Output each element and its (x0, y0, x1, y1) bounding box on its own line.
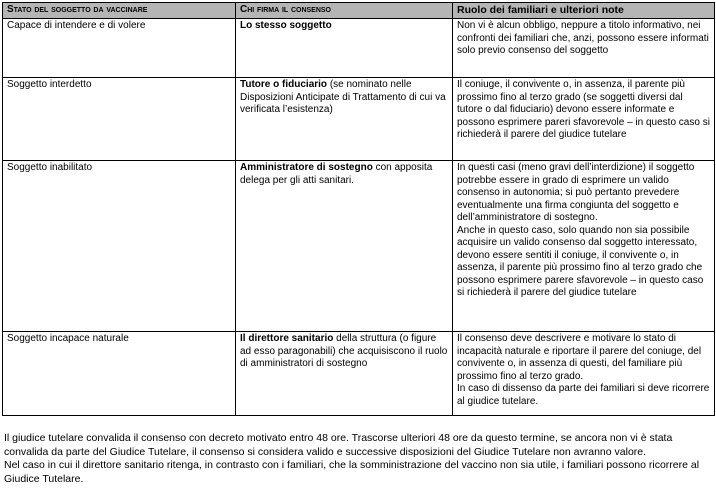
table-header-row (3, 3, 715, 19)
header-stato: Stato del soggetto da vaccinare (3, 3, 236, 19)
consent-table (2, 2, 715, 416)
table-row (3, 19, 715, 78)
cell-ruolo (453, 161, 715, 332)
firma-bold: Il direttore sanitario (240, 333, 334, 344)
footnote-paragraph: Il giudice tutelare convalida il consenso con decreto motivato entro 48 ore. Trascorse ulteriori 48 ore da questo termine, se ancora non vi è stata convalida da parte del Giudice Tutelare, il consenso si considera valido e successive disposizioni del Giudice Tutelare non avranno valore. (4, 432, 673, 458)
footnote-paragraph: Nel caso in cui il direttore sanitario ritenga, in contrasto con i familiari, che la somministrazione del vaccino non sia utile, i familiari possono ricorrere al Giudice Tutelare. (4, 459, 700, 485)
firma-bold: Amministratore di sostegno (240, 162, 373, 173)
cell-stato: Capace di intendere e di volere (3, 19, 236, 78)
cell-chi-firma (236, 78, 453, 161)
firma-text: (se nominato nelle Disposizioni Anticipate di Trattamento di cui va verificata l’esistenza) (240, 79, 446, 115)
table-row (3, 78, 715, 161)
firma-bold: Lo stesso soggetto (240, 20, 332, 31)
header-chi-firma: Chi firma il consenso (236, 3, 453, 19)
table-row (3, 332, 715, 416)
ruolo-paragraph: In caso di dissenso da parte dei familiari si deve ricorrere al giudice tutelare. (457, 383, 710, 407)
footnote (4, 432, 714, 486)
cell-chi-firma (236, 161, 453, 332)
cell-ruolo: Non vi è alcun obbligo, neppure a titolo informativo, nei confronti dei familiari che, anzi, possono essere informati solo previo consenso del soggetto (453, 19, 715, 78)
cell-chi-firma (236, 332, 453, 416)
table-row (3, 161, 715, 332)
header-ruolo: Ruolo dei familiari e ulteriori note (453, 3, 715, 19)
firma-text: della struttura (o figure ad esso paragonabili) che acquisiscono il ruolo di amministratori di sostegno (240, 333, 448, 369)
cell-chi-firma (236, 19, 453, 78)
cell-stato: Soggetto incapace naturale (3, 332, 236, 416)
cell-stato: Soggetto interdetto (3, 78, 236, 161)
cell-stato: Soggetto inabilitato (3, 161, 236, 332)
ruolo-paragraph: Anche in questo caso, solo quando non sia possibile acquisire un valido consenso dal soggetto interessato, devono essere sentiti il coniuge, il convivente o, in assenza, il parente più prossimo fino al terzo grado che possono esprimere parere sfavorevole – in questo caso si richiederà il parere del giudice tutelare (457, 224, 704, 298)
firma-text: con apposita delega per gli atti sanitari. (240, 162, 433, 186)
cell-ruolo (453, 332, 715, 416)
cell-ruolo: Il coniuge, il convivente o, in assenza, il parente più prossimo fino al terzo grado (se soggetti diversi dal tutore o dal fiduciario) devono essere informate e possono esprimere pareri sfavorevole – in questo caso si richiederà il parere del giudice tutelare (453, 78, 715, 161)
ruolo-paragraph: In questi casi (meno gravi dell’interdizione) il soggetto potrebbe essere in grado di esprimere un valido consenso in autonomia; si può pertanto prevedere eventualmente una firma congiunta del soggetto e dell’amministratore di sostegno. (457, 162, 695, 223)
ruolo-paragraph: Il consenso deve descrivere e motivare lo stato di incapacità naturale e riportare il parere del coniuge, del convivente o, in assenza di questi, del familiare più prossimo fino al terzo grado. (457, 333, 702, 382)
firma-bold: Tutore o fiduciario (240, 79, 328, 90)
